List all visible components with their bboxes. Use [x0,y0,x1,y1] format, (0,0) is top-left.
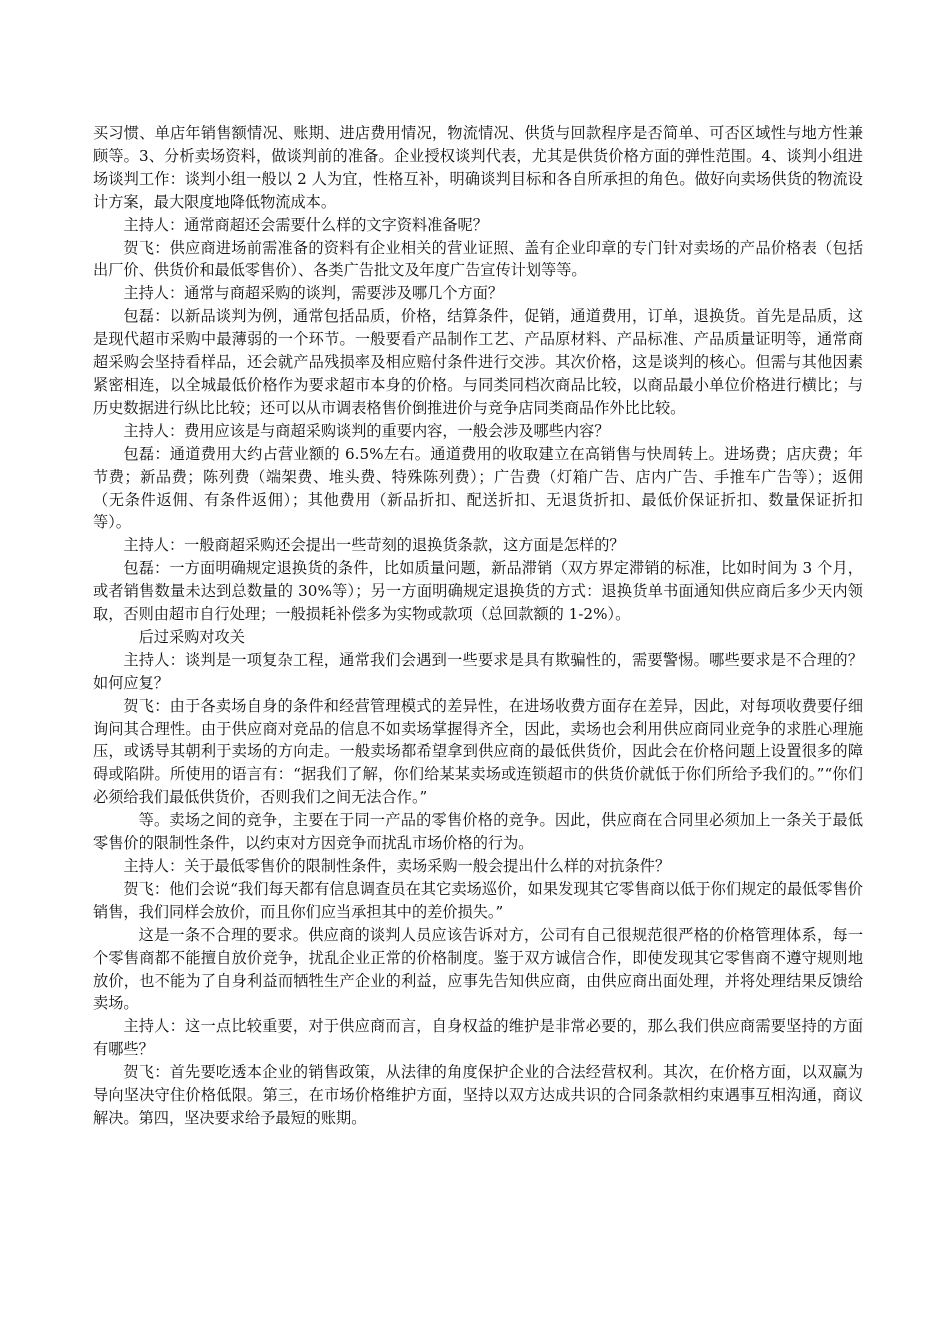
paragraph: 买习惯、单店年销售额情况、账期、进店费用情况，物流情况、供货与回款程序是否简单、可否区域性与地方性兼顾等。3、分析卖场资料，做谈判前的准备。企业授权谈判代表，尤其是供货价格方面的弹性范围。4、谈判小组进场谈判工作：谈判小组一般以 2 人为宜，性格互补，明确谈判目标和各自所承担的角色。做好向卖场供货的物流设计方案，最大限度地降低物流成本。 [93,124,863,211]
paragraph: 主持人：通常商超还会需要什么样的文字资料准备呢？ [123,215,488,234]
paragraph: 主持人：关于最低零售价的限制性条件，卖场采购一般会提出什么样的对抗条件？ [123,857,671,875]
paragraph: 主持人：这一点比较重要，对于供应商而言，自身权益的维护是非常必要的，那么我们供应商需要坚持的方面有哪些？ [93,1017,863,1059]
paragraph: 主持人：通常与商超采购的谈判，需要涉及哪几个方面？ [123,284,504,303]
paragraph: 包磊：通道费用大约占营业额的 6.5%左右。通道费用的收取建立在高销售与快周转上。进场费；店庆费；年节费；新品费；陈列费（端架费、堆头费、特殊陈列费）；广告费（灯箱广告、店内广告、手推车广告等）；返佣（无条件返佣、有条件返佣）；其他费用（新品折扣、配送折扣、无退货折扣、最低价保证折扣、数量保证折扣等）。 [93,444,863,532]
paragraph: 包磊：一方面明确规定退换货的条件，比如质量问题，新品滞销（双方界定滞销的标准，比如时间为 3 个月，或者销售数量未达到总数量的 30%等）；另一方面明确规定退换货的方式：退换货单书面通知供应商后多少天内领取，否则由超市自行处理；一般损耗补偿多为实物或款项（总回款额的 1-2%）。 [93,559,863,624]
paragraph: 贺飞：他们会说“我们每天都有信息调查员在其它卖场巡价，如果发现其它零售商以低于你们规定的最低零售价销售，我们同样会放价，而且你们应当承担其中的差价损失。” [93,879,863,921]
paragraph: 贺飞：供应商进场前需准备的资料有企业相关的营业证照、盖有企业印章的专门针对卖场的产品价格表（包括出厂价、供货价和最低零售价）、各类广告批文及年度广告宣传计划等等。 [93,238,863,280]
paragraph: 主持人：费用应该是与商超采购谈判的重要内容，一般会涉及哪些内容？ [123,421,610,440]
paragraph: 主持人：一般商超采购还会提出一些苛刻的退换货条款，这方面是怎样的？ [123,536,625,555]
document-page [93,122,863,1130]
paragraph: 主持人：谈判是一项复杂工程，通常我们会遇到一些要求是具有欺骗性的，需要警惕。哪些要求是不合理的？如何应复？ [93,650,863,692]
paragraph: 贺飞：首先要吃透本企业的销售政策，从法律的角度保护企业的合法经营权利。其次，在价格方面，以双赢为导向坚决守住价格低限。第三，在市场价格维护方面，坚持以双方达成共识的合同条款相约束遇事互相沟通，商议解决。第四，坚决要求给予最短的账期。 [93,1063,863,1127]
paragraph: 贺飞：由于各卖场自身的条件和经营管理模式的差异性，在进场收费方面存在差异，因此，对每项收费要仔细询问其合理性。由于供应商对竞品的信息不如卖场掌握得齐全，因此，卖场也会利用供应商同业竞争的求胜心理施压，或诱导其朝利于卖场的方向走。一般卖场都希望拿到供应商的最低供货价，因此会在价格问题上设置很多的障碍或陷阱。所使用的语言有：“据我们了解，你们给某某卖场或连锁超市的供货价就低于你们所给予我们的。”“你们必须给我们最低供货价，否则我们之间无法合作。” [93,696,863,807]
paragraph: 包磊：以新品谈判为例，通常包括品质，价格，结算条件，促销，通道费用，订单，退换货。首先是品质，这是现代超市采购中最薄弱的一个环节。一般要看产品制作工艺、产品原材料、产品标准、产品质量证明等，通常商超采购会坚持看样品，还会就产品残损率及相应赔付条件进行交涉。其次价格，这是谈判的核心。但需与其他因素紧密相连，以全城最低价格作为要求超市本身的价格。与同类同档次商品比较，以商品最小单位价格进行横比；与历史数据进行纵比比较；还可以从市调表格售价倒推进价与竞争店同类商品作外比比较。 [93,307,863,417]
paragraph: 等。卖场之间的竞争，主要在于同一产品的零售价格的竞争。因此，供应商在合同里必须加上一条关于最低零售价的限制性条件，以约束对方因竞争而扰乱市场价格的行为。 [93,811,863,853]
paragraph: 这是一条不合理的要求。供应商的谈判人员应该告诉对方，公司有自己很规范很严格的价格管理体系，每一个零售商都不能擅自放价竞争，扰乱企业正常的价格制度。鉴于双方诚信合作，即使发现其它零售商不遵守规则地放价，也不能为了自身利益而牺牲生产企业的利益，应事先告知供应商，由供应商出面处理，并将处理结果反馈给卖场。 [93,925,863,1013]
section-heading: 后过采购对攻关 [138,627,245,646]
